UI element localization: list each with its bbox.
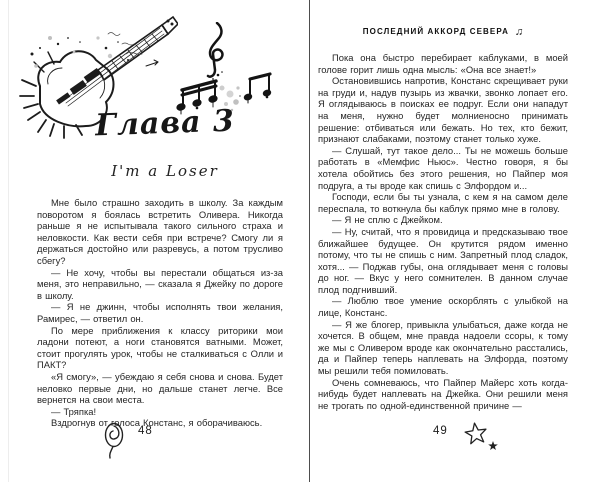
chapter-subtitle: I'm a Loser xyxy=(111,162,219,180)
paragraph: «Я смогу», — убеждаю я себя снова и снова. Будет неловко первые дни, но дальше станет легче. Все вернется на свои места. xyxy=(37,370,283,406)
paragraph: — Я не джинн, чтобы исполнять твои желания, Рамирес, — ответил он. xyxy=(37,301,283,324)
paragraph: — Тряпка! xyxy=(51,405,97,417)
paragraph: — Ну, считай, что я провидица и предсказываю твое ближайшее будущее. Он крутится рядом именно потому, что ты не спишь с ним. Запретный плод сладок, хотя... — Поджав губы, она оглядывает меня с головы до ног. — Вкус у него сомнителен. В данном случае плод подгнивший. xyxy=(318,225,568,295)
treble-clef-icon xyxy=(200,22,232,82)
paragraph: Пока она быстро перебирает каблуками, в моей голове горит лишь одна мысль: «Она все знает!» xyxy=(318,52,568,75)
page-number-right: 49 xyxy=(433,425,448,437)
left-page-text xyxy=(37,197,283,429)
stars-doodle-icon xyxy=(462,421,502,455)
balloon-doodle-icon xyxy=(101,421,127,461)
paragraph: — Не хочу, чтобы вы перестали общаться из-за меня, это неправильно, — сказала я Джейку по дороге в школу. xyxy=(37,266,283,301)
page-right xyxy=(310,0,600,482)
right-page-text xyxy=(318,52,568,411)
paragraph: — Я не сплю с Джейком. xyxy=(332,214,443,226)
running-header-title: ПОСЛЕДНИЙ АККОРД СЕВЕРА xyxy=(362,27,509,36)
chapter-title: Глава 3 xyxy=(94,103,236,144)
paragraph: — Слушай, тут такое дело... Ты не можешь больше работать в «Мемфис Ньюс». Честно говоря, я бы хотела обойтись без этого решения, но Пайпер моя подруга, а ты вроде как спишь с Элфордом и... xyxy=(318,144,568,191)
running-header xyxy=(318,26,568,38)
page-number-left: 48 xyxy=(138,425,153,437)
paragraph: — Я же блогер, привыкла улыбаться, даже когда не хочется. В общем, мне правда надоели ссоры, к тому же мы с Оливером вроде как окончательно расстались, да и Пайпер теперь наплевать на Элфорда, поэтому мы решили тебя помиловать. xyxy=(318,318,568,377)
paragraph: Мне было страшно заходить в школу. За каждым поворотом я боялась встретить Оливера. Никогда раньше я не испытывала такого сильного страха и неловкости. Как вести себя при встрече? Смогу ли я держаться достойно или разревусь, а потом трусливо сбегу? xyxy=(37,197,283,266)
paragraph: Очень сомневаюсь, что Пайпер Майерс хоть когда-нибудь будет наплевать на Джейка. Они решили меня не трогать по одной-единственной причине — xyxy=(318,376,568,411)
paragraph: — Люблю твое умение оскорблять с улыбкой на лице, Констанс. xyxy=(318,295,568,319)
paragraph: Господи, если бы ты узнала, с кем я на самом деле переспала, то воткнула бы каблук прямо мне в голову. xyxy=(318,191,568,214)
paragraph: Остановившись напротив, Констанс скрещивает руки на груди и, надув пузырь из жвачки, звонко лопает его. Я оглядываюсь в поисках ее подруг. Если они нападут на меня, нужно будет молниеносно принимать решение: отбиваться или бежать. Но тех, кто бежит, признают слабаками, поэтому станет только хуже. xyxy=(318,75,568,145)
paragraph: По мере приближения к классу риторики мои ладони потеют, а ноги становятся ватными. Может, стоит прогулять урок, чтобы не сталкиваться с Олли и ПАКТ? xyxy=(37,324,283,371)
paragraph: Вздрогнув от голоса Констанс, я оборачиваюсь. xyxy=(51,417,263,429)
header-note-icon: ♫ xyxy=(514,25,524,39)
beamed-notes-double-icon xyxy=(241,72,273,106)
